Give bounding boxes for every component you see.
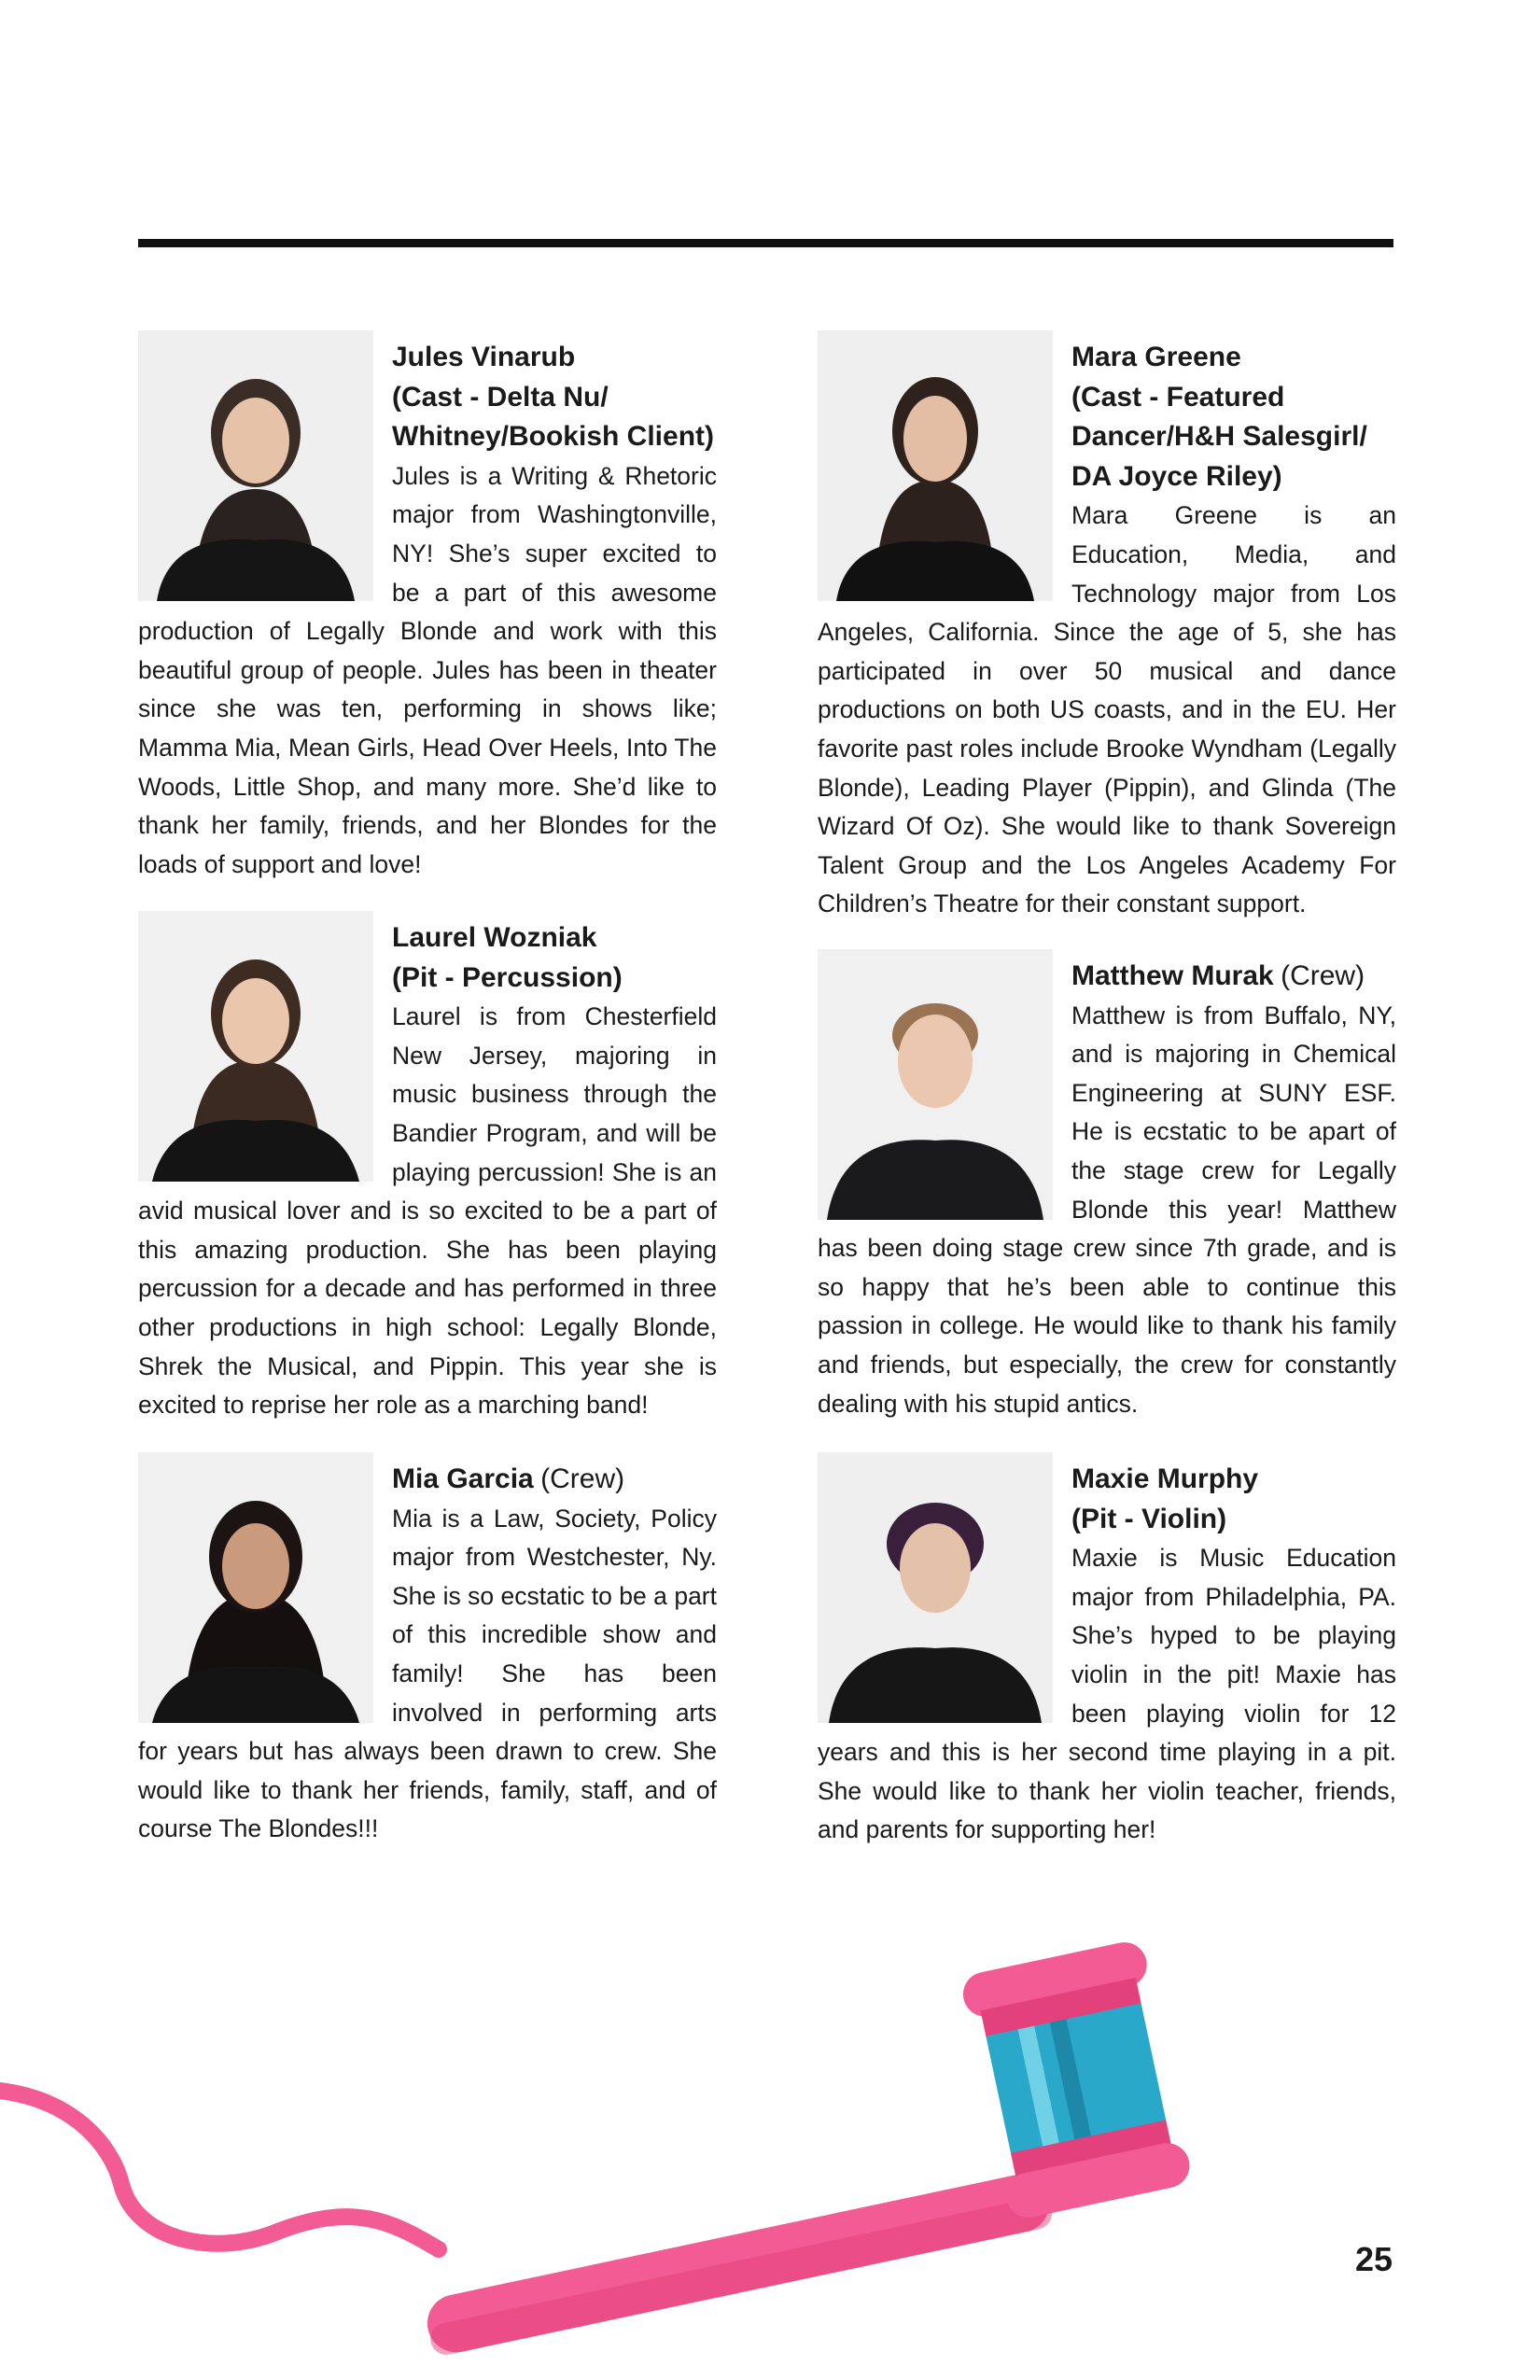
bio-name: Maxie Murphy <box>1071 1463 1259 1494</box>
bio-mia-garcia <box>138 1452 717 1849</box>
bio-jules-vinarub <box>138 330 717 884</box>
bio-laurel-wozniak <box>138 911 717 1425</box>
bio-role: (Cast - Featured Dancer/H&H Salesgirl/ DA Joyce Riley) <box>1071 381 1367 492</box>
headshot-photo <box>138 330 373 601</box>
bio-text: Jules is a Writing & Rhetoric major from Washingtonville, NY! She’s super excited to be a part of this awesome production of Legally Blonde and work with this beautiful group of people. Jules has been in theater since she was ten, performing in shows like; Mamma Mia, Mean Girls, Head Over Heels, Into The Woods, Little Shop, and many more. She’d like to thank her family, friends, and her Blondes for the loads of support and love! <box>138 461 717 878</box>
person-silhouette-icon <box>818 330 1053 601</box>
bio-role: (Pit - Percussion) <box>392 961 623 993</box>
person-silhouette-icon <box>138 911 373 1182</box>
headshot-photo <box>138 911 373 1182</box>
bio-mara-greene <box>818 330 1396 924</box>
headshot-photo <box>818 1452 1053 1723</box>
bio-role: (Cast - Delta Nu/ Whitney/Bookish Client) <box>392 381 714 453</box>
bio-role: (Pit - Violin) <box>1071 1503 1227 1534</box>
person-silhouette-icon <box>818 1452 1053 1723</box>
bio-role: (Crew) <box>540 1463 625 1494</box>
bio-name: Jules Vinarub <box>392 342 576 372</box>
person-silhouette-icon <box>138 1452 373 1723</box>
bio-text: Matthew is from Buffalo, NY, and is majoring in Chemical Engineering at SUNY ESF. He is ecstatic to be apart of the stage crew for Legally Blonde this year! Matthew has been doing stage crew since 7th grade, and is so happy that he’s been able to continue this passion in college. He would like to thank his family and friends, but especially, the crew for constantly dealing with his stupid antics. <box>818 1001 1396 1418</box>
bio-matthew-murak <box>818 949 1396 1423</box>
bio-text: Mara Greene is an Education, Media, and Technology major from Los Angeles, California. Since the age of 5, she has participated in over 50 musical and dance productions on both US coasts, and in the EU. Her favorite past roles include Brooke Wyndham (Legally Blonde), Leading Player (Pippin), and Glinda (The Wizard Of Oz). She would like to thank Sovereign Talent Group and the Los Angeles Academy For Children’s Theatre for their constant support. <box>818 501 1396 918</box>
person-silhouette-icon <box>818 949 1053 1220</box>
bio-text: Mia is a Law, Society, Policy major from Westchester, Ny. She is so ecstatic to be a part of this incredible show and family! She has been involved in performing arts for years but has always been drawn to crew. She would like to thank her friends, family, staff, and of course The Blondes!!! <box>138 1504 717 1843</box>
person-silhouette-icon <box>138 330 373 601</box>
headshot-photo <box>818 949 1053 1220</box>
top-rule <box>138 239 1393 247</box>
bio-role: (Crew) <box>1281 960 1365 991</box>
bio-name: Mia Garcia <box>392 1463 534 1494</box>
bio-text: Maxie is Music Education major from Philadelphia, PA. She’s hyped to be playing violin in the pit! Maxie has been playing violin for 12 years and this is her second time playing in a pit. She would like to thank her violin teacher, friends, and parents for supporting her! <box>818 1544 1396 1844</box>
headshot-photo <box>138 1452 373 1723</box>
bio-name: Mara Greene <box>1071 342 1241 372</box>
bio-text: Laurel is from Chesterfield New Jersey, majoring in music business through the Bandier Program, and will be playing percussion! She is an avid musical lover and is so excited to be a part of this amazing production. She has been playing percussion for a decade and has performed in three other productions in high school: Legally Blonde, Shrek the Musical, and Pippin. This year she is excited to reprise her role as a marching band! <box>138 1002 717 1420</box>
bio-maxie-murphy <box>818 1452 1396 1850</box>
headshot-photo <box>818 330 1053 601</box>
gavel-illustration <box>0 1904 1540 2380</box>
bio-name: Matthew Murak <box>1071 960 1274 991</box>
bio-name: Laurel Wozniak <box>392 922 597 953</box>
page-number: 25 <box>1354 2240 1393 2278</box>
